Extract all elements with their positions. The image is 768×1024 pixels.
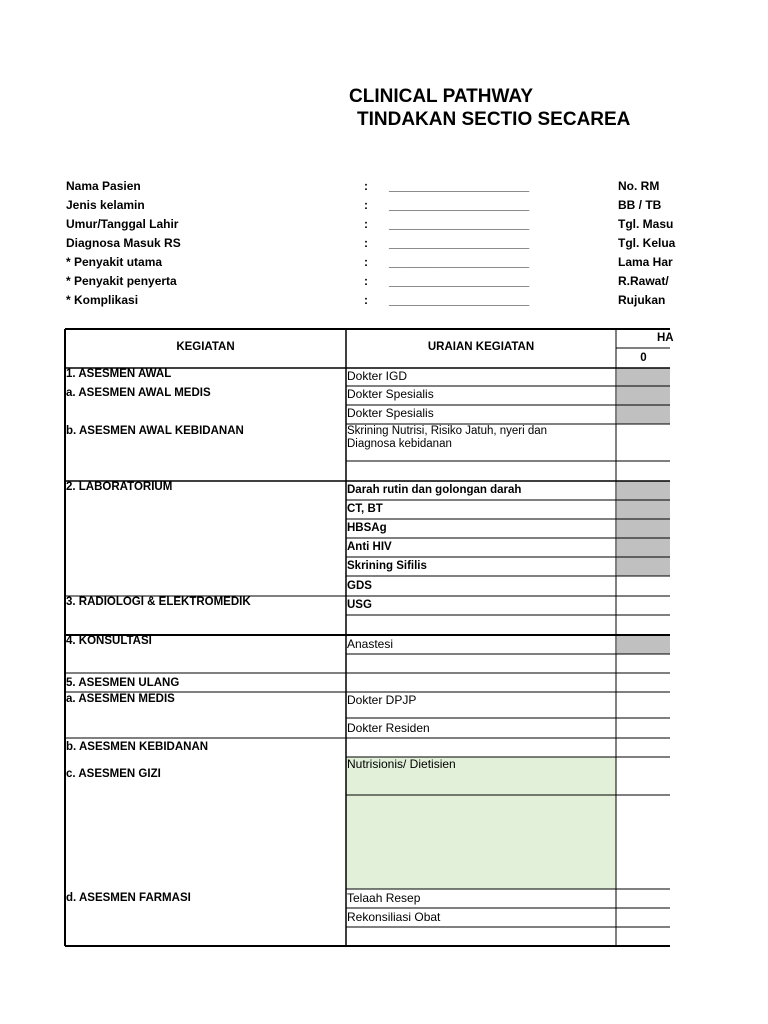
field-blank-diagnosa[interactable]: _____________________ xyxy=(389,236,530,250)
shaded-cell xyxy=(617,557,670,576)
green-cell xyxy=(346,795,616,889)
uraian-telaah-resep: Telaah Resep xyxy=(347,891,421,905)
field-label-rujukan: Rujukan xyxy=(618,293,666,307)
field-label-lama-hari: Lama Har xyxy=(618,255,673,269)
uraian-dokter-igd: Dokter IGD xyxy=(347,369,408,383)
uraian-dokter-dpjp: Dokter DPJP xyxy=(347,693,417,707)
kegiatan-asesmen-gizi: c. ASESMEN GIZI xyxy=(66,768,161,780)
field-blank-nama-pasien[interactable]: _____________________ xyxy=(389,179,530,193)
title-line-2: TINDAKAN SECTIO SECAREA xyxy=(357,109,631,130)
header-hari: HA xyxy=(657,332,674,344)
uraian-dokter-spesialis: Dokter Spesialis xyxy=(347,387,434,401)
field-label-penyakit-utama: * Penyakit utama xyxy=(66,255,163,269)
uraian-anastesi: Anastesi xyxy=(347,637,394,651)
field-label-nama-pasien: Nama Pasien xyxy=(66,179,141,193)
field-blank-penyakit-utama[interactable]: _____________________ xyxy=(389,255,530,269)
field-colon: : xyxy=(364,236,368,250)
kegiatan-asesmen-medis: a. ASESMEN MEDIS xyxy=(66,693,175,705)
field-blank-umur[interactable]: _____________________ xyxy=(389,217,530,231)
field-blank-komplikasi[interactable]: _____________________ xyxy=(389,293,530,307)
shaded-cell xyxy=(617,481,670,500)
field-label-no-rm: No. RM xyxy=(618,179,660,193)
shaded-cell xyxy=(617,368,670,386)
shaded-cell xyxy=(617,500,670,519)
uraian-dokter-residen: Dokter Residen xyxy=(347,721,430,735)
kegiatan-asesmen-awal-medis: a. ASESMEN AWAL MEDIS xyxy=(66,387,211,399)
field-label-umur: Umur/Tanggal Lahir xyxy=(66,217,179,231)
field-colon: : xyxy=(364,293,368,307)
uraian-skrining-sifilis: Skrining Sifilis xyxy=(347,560,427,572)
field-colon: : xyxy=(364,274,368,288)
field-colon: : xyxy=(364,255,368,269)
field-colon: : xyxy=(364,198,368,212)
shaded-cell xyxy=(617,519,670,538)
field-label-bb-tb: BB / TB xyxy=(618,198,662,212)
title-line-1: CLINICAL PATHWAY xyxy=(349,86,534,107)
shaded-cells xyxy=(617,368,670,654)
field-colon: : xyxy=(364,217,368,231)
field-label-ruang-rawat: R.Rawat/ xyxy=(618,274,669,288)
shaded-cell xyxy=(617,405,670,424)
header-kegiatan: KEGIATAN xyxy=(176,341,235,353)
uraian-dokter-spesialis-2: Dokter Spesialis xyxy=(347,406,434,420)
kegiatan-laboratorium: 2. LABORATORIUM xyxy=(66,481,173,493)
kegiatan-asesmen-kebidanan: b. ASESMEN KEBIDANAN xyxy=(66,741,209,753)
uraian-darah-rutin: Darah rutin dan golongan darah xyxy=(347,484,522,496)
kegiatan-asesmen-awal: 1. ASESMEN AWAL xyxy=(66,368,172,380)
uraian-rekonsiliasi-obat: Rekonsiliasi Obat xyxy=(347,910,441,924)
uraian-gds: GDS xyxy=(347,580,372,592)
kegiatan-asesmen-farmasi: d. ASESMEN FARMASI xyxy=(66,892,191,904)
kegiatan-konsultasi: 4. KONSULTASI xyxy=(66,635,152,647)
shaded-cell xyxy=(617,386,670,405)
field-label-penyakit-penyerta: * Penyakit penyerta xyxy=(66,274,177,288)
uraian-skrining-line-1: Skrining Nutrisi, Risiko Jatuh, nyeri dan xyxy=(347,425,548,437)
uraian-skrining-line-2: Diagnosa kebidanan xyxy=(347,438,452,450)
kegiatan-asesmen-awal-kebidanan: b. ASESMEN AWAL KEBIDANAN xyxy=(66,425,244,437)
field-label-tgl-keluar: Tgl. Kelua xyxy=(618,236,676,250)
kegiatan-asesmen-ulang: 5. ASESMEN ULANG xyxy=(66,677,180,689)
uraian-ct-bt: CT, BT xyxy=(347,503,383,515)
uraian-hbsag: HBSAg xyxy=(347,522,387,534)
green-cells xyxy=(346,757,616,889)
uraian-usg: USG xyxy=(347,599,372,611)
shaded-cell xyxy=(617,538,670,557)
field-label-diagnosa: Diagnosa Masuk RS xyxy=(66,236,181,250)
field-label-jenis-kelamin: Jenis kelamin xyxy=(66,198,145,212)
kegiatan-radiologi: 3. RADIOLOGI & ELEKTROMEDIK xyxy=(66,596,251,608)
field-label-tgl-masuk: Tgl. Masu xyxy=(618,217,674,231)
shaded-cell xyxy=(617,635,670,654)
field-blank-jenis-kelamin[interactable]: _____________________ xyxy=(389,198,530,212)
field-colon: : xyxy=(364,179,368,193)
header-day-0: 0 xyxy=(640,352,647,364)
uraian-anti-hiv: Anti HIV xyxy=(347,541,392,553)
field-label-komplikasi: * Komplikasi xyxy=(66,293,139,307)
uraian-nutrisionis: Nutrisionis/ Dietisien xyxy=(347,757,456,771)
field-blank-penyakit-penyerta[interactable]: _____________________ xyxy=(389,274,530,288)
header-uraian-kegiatan: URAIAN KEGIATAN xyxy=(427,341,535,353)
